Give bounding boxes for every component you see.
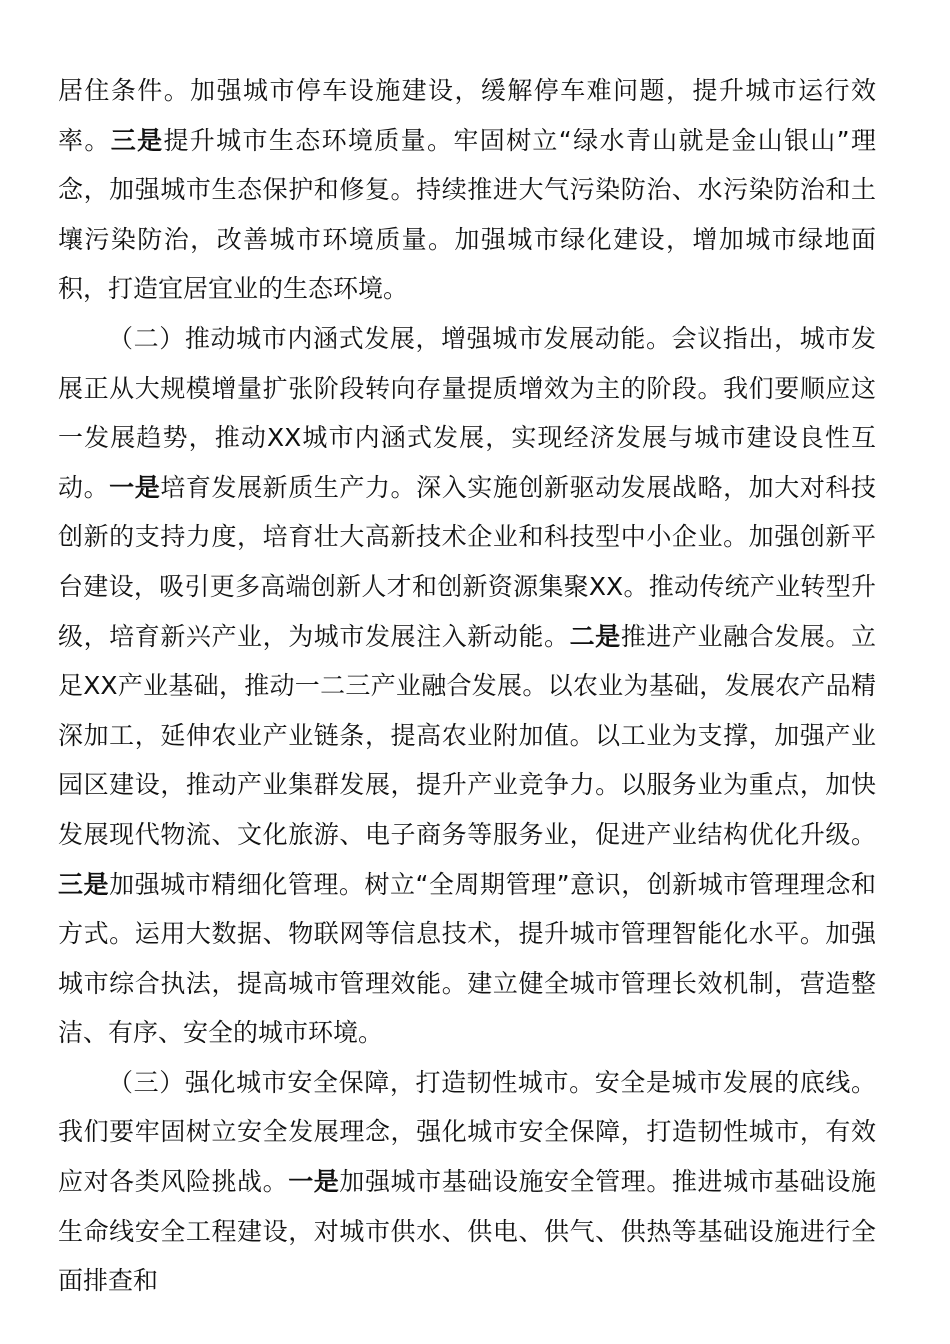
paragraph-3-bold-1: 一是	[288, 1167, 340, 1197]
paragraph-2-text-2: 培育发展新质生产力。深入实施创新驱动发展战略，加大对科技创新的支持力度，培育壮大高新技术企业和科技型中小企业。加强创新平台建设，吸引更多高端创新人才和创新资源集聚XX。推动传统产业转型升级，培育新兴产业，为城市发展注入新动能。	[58, 472, 876, 651]
paragraph-3	[58, 1058, 876, 1306]
paragraph-1	[58, 66, 876, 314]
paragraph-2-text-3: 推进产业融合发展。立足XX产业基础，推动一二三产业融合发展。以农业为基础，发展农产品精深加工，延伸农业产业链条，提高农业附加值。以工业为支撑，加强产业园区建设，推动产业集群发展，提升产业竞争力。以服务业为重点，加快发展现代物流、文化旅游、电子商务等服务业，促进产业结构优化升级。	[58, 621, 876, 849]
paragraph-3-text-2: 加强城市基础设施安全管理。推进城市基础设施生命线安全工程建设，对城市供水、供电、供气、供热等基础设施进行全面排查和	[58, 1167, 876, 1296]
paragraph-1-text-2: 提升城市生态环境质量。牢固树立“绿水青山就是金山银山”理念，加强城市生态保护和修复。持续推进大气污染防治、水污染防治和土壤污染防治，改善城市环境质量。加强城市绿化建设，增加城市绿地面积，打造宜居宜业的生态环境。	[58, 125, 876, 304]
document-page	[58, 66, 876, 1306]
paragraph-2-text-1: （二）推动城市内涵式发展，增强城市发展动能。会议指出，城市发展正从大规模增量扩张阶段转向存量提质增效为主的阶段。我们要顺应这一发展趋势，推动XX城市内涵式发展，实现经济发展与城市建设良性互动。	[58, 323, 876, 502]
paragraph-1-text-1: 居住条件。加强城市停车设施建设，缓解停车难问题，提升城市运行效率。	[58, 76, 876, 155]
paragraph-1-bold-3: 三是	[110, 125, 164, 155]
paragraph-2-bold-2: 二是	[569, 621, 621, 651]
paragraph-2-bold-1: 一是	[109, 472, 161, 502]
paragraph-2-bold-3: 三是	[58, 869, 110, 899]
paragraph-3-text-1: （三）强化城市安全保障，打造韧性城市。安全是城市发展的底线。我们要牢固树立安全发展理念，强化城市安全保障，打造韧性城市，有效应对各类风险挑战。	[58, 1067, 876, 1197]
paragraph-2-text-4: 加强城市精细化管理。树立“全周期管理”意识，创新城市管理理念和方式。运用大数据、物联网等信息技术，提升城市管理智能化水平。加强城市综合执法，提高城市管理效能。建立健全城市管理长效机制，营造整洁、有序、安全的城市环境。	[58, 869, 876, 1048]
paragraph-2	[58, 314, 876, 1058]
